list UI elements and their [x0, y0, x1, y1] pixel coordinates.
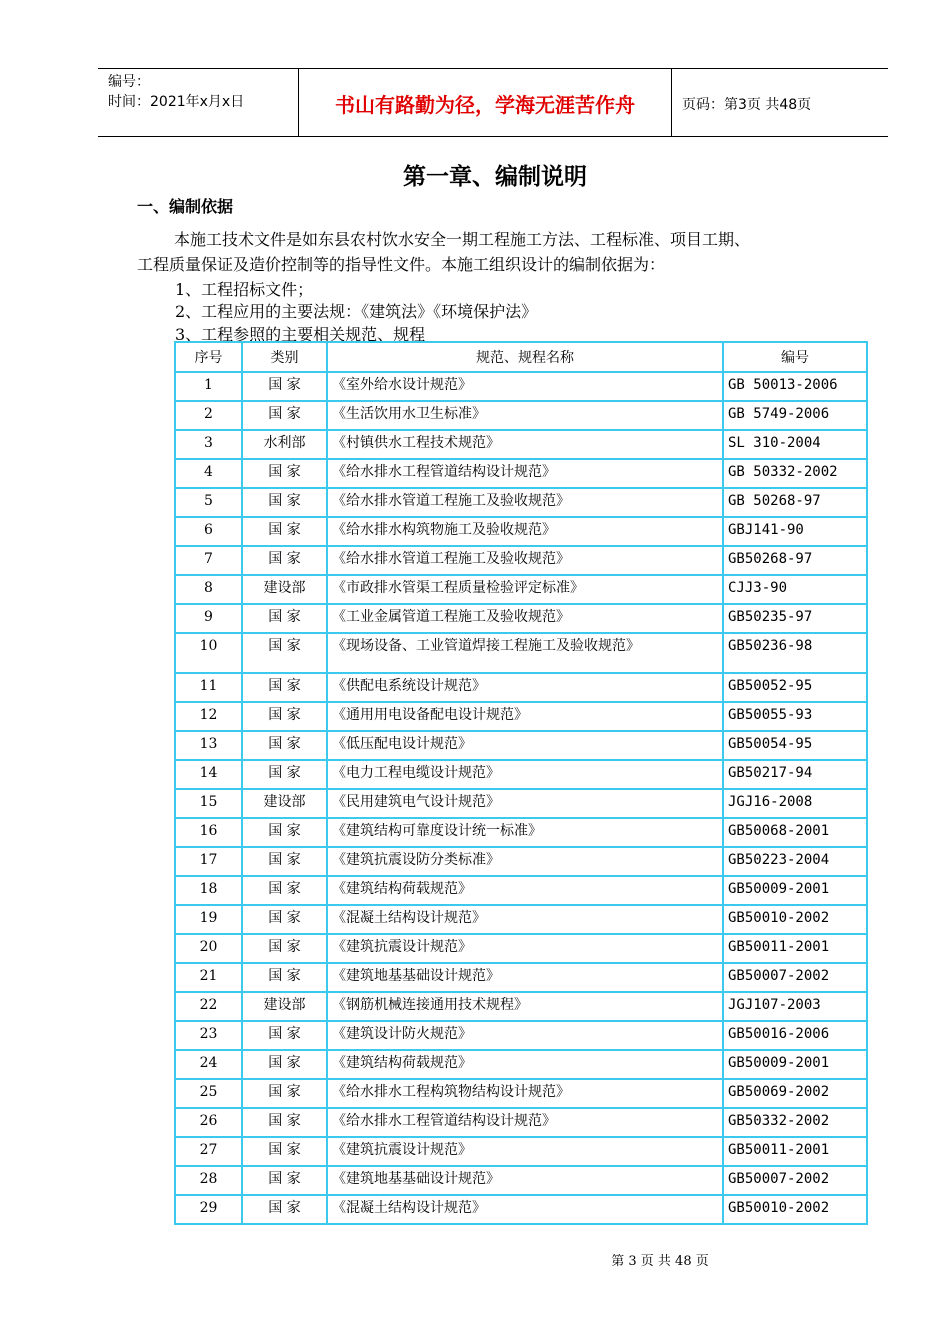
cell-number: 24	[175, 1050, 242, 1079]
cell-number: 23	[175, 1021, 242, 1050]
table-row	[175, 1195, 867, 1224]
basis-item-2: 2、工程应用的主要法规：《建筑法》《环境保护法》	[175, 302, 538, 321]
section-title: 一、编制依据	[137, 197, 234, 216]
cell-standard-code: GB50009-2001	[723, 876, 867, 905]
cell-category: 国 家	[242, 818, 327, 847]
cell-category: 国 家	[242, 401, 327, 430]
header-page-info: 页码：第3页 共48页	[682, 97, 812, 113]
cell-category: 国 家	[242, 905, 327, 934]
chapter-title: 第一章、编制说明	[403, 164, 587, 190]
cell-category: 国 家	[242, 459, 327, 488]
table-row	[175, 459, 867, 488]
page-footer: 第 3 页 共 48 页	[611, 1254, 709, 1269]
cell-category: 国 家	[242, 546, 327, 575]
cell-category: 国 家	[242, 760, 327, 789]
intro-paragraph-line-1: 本施工技术文件是如东县农村饮水安全一期工程施工方法、工程标准、项目工期、	[174, 230, 751, 249]
cell-category: 国 家	[242, 1079, 327, 1108]
column-header-code: 编号	[723, 342, 867, 372]
cell-standard-name: 《建筑抗震设计规范》	[327, 934, 723, 963]
cell-category: 国 家	[242, 1108, 327, 1137]
cell-standard-name: 《市政排水管渠工程质量检验评定标准》	[327, 575, 723, 604]
cell-standard-code: GB50007-2002	[723, 963, 867, 992]
cell-standard-name: 《民用建筑电气设计规范》	[327, 789, 723, 818]
cell-number: 9	[175, 604, 242, 633]
cell-number: 22	[175, 992, 242, 1021]
cell-number: 21	[175, 963, 242, 992]
table-row	[175, 1166, 867, 1195]
cell-category: 国 家	[242, 847, 327, 876]
header-page-cell	[672, 69, 888, 136]
cell-category: 建设部	[242, 992, 327, 1021]
cell-standard-name: 《供配电系统设计规范》	[327, 673, 723, 702]
table-row	[175, 934, 867, 963]
cell-standard-name: 《室外给水设计规范》	[327, 372, 723, 401]
cell-category: 国 家	[242, 673, 327, 702]
cell-number: 19	[175, 905, 242, 934]
cell-number: 27	[175, 1137, 242, 1166]
cell-number: 10	[175, 633, 242, 673]
cell-number: 26	[175, 1108, 242, 1137]
cell-standard-code: GB50235-97	[723, 604, 867, 633]
basis-item-1: 1、工程招标文件；	[175, 280, 314, 299]
cell-category: 国 家	[242, 1021, 327, 1050]
standards-table	[174, 341, 868, 1225]
cell-standard-code: GB50016-2006	[723, 1021, 867, 1050]
table-row	[175, 633, 867, 673]
document-number-label: 编号：	[108, 74, 150, 90]
cell-standard-name: 《给水排水工程构筑物结构设计规范》	[327, 1079, 723, 1108]
cell-standard-code: GB50010-2002	[723, 1195, 867, 1224]
cell-standard-name: 《建筑抗震设防分类标准》	[327, 847, 723, 876]
intro-paragraph-line-2: 工程质量保证及造价控制等的指导性文件。本施工组织设计的编制依据为：	[137, 255, 666, 274]
cell-standard-name: 《钢筋机械连接通用技术规程》	[327, 992, 723, 1021]
cell-standard-code: GB50236-98	[723, 633, 867, 673]
table-body	[175, 372, 867, 1224]
cell-standard-name: 《低压配电设计规范》	[327, 731, 723, 760]
cell-standard-name: 《建筑抗震设计规范》	[327, 1137, 723, 1166]
table-row	[175, 876, 867, 905]
document-time-label: 时间：2021年x月x日	[108, 94, 245, 110]
table-header-row	[175, 342, 867, 372]
cell-category: 国 家	[242, 1166, 327, 1195]
cell-standard-name: 《混凝土结构设计规范》	[327, 1195, 723, 1224]
table-row	[175, 963, 867, 992]
cell-number: 4	[175, 459, 242, 488]
cell-standard-name: 《电力工程电缆设计规范》	[327, 760, 723, 789]
cell-standard-name: 《给水排水工程管道结构设计规范》	[327, 1108, 723, 1137]
table-row	[175, 702, 867, 731]
cell-number: 11	[175, 673, 242, 702]
table-row	[175, 1108, 867, 1137]
table-row	[175, 575, 867, 604]
cell-standard-name: 《建筑结构荷载规范》	[327, 876, 723, 905]
cell-standard-name: 《给水排水管道工程施工及验收规范》	[327, 488, 723, 517]
cell-standard-code: CJJ3-90	[723, 575, 867, 604]
table-row	[175, 546, 867, 575]
cell-number: 12	[175, 702, 242, 731]
cell-standard-code: GB50011-2001	[723, 1137, 867, 1166]
cell-standard-code: GB 50013-2006	[723, 372, 867, 401]
table-row	[175, 818, 867, 847]
table-row	[175, 430, 867, 459]
cell-standard-name: 《建筑地基基础设计规范》	[327, 1166, 723, 1195]
cell-standard-code: GB50217-94	[723, 760, 867, 789]
cell-standard-code: SL 310-2004	[723, 430, 867, 459]
cell-standard-code: GB50011-2001	[723, 934, 867, 963]
cell-category: 国 家	[242, 731, 327, 760]
cell-category: 国 家	[242, 517, 327, 546]
cell-standard-code: GB50223-2004	[723, 847, 867, 876]
table-row	[175, 517, 867, 546]
cell-category: 国 家	[242, 876, 327, 905]
cell-number: 17	[175, 847, 242, 876]
cell-number: 1	[175, 372, 242, 401]
basis-item-3: 3、工程参照的主要相关规范、规程	[175, 325, 426, 344]
cell-standard-code: GB50268-97	[723, 546, 867, 575]
cell-number: 20	[175, 934, 242, 963]
table-row	[175, 847, 867, 876]
cell-number: 25	[175, 1079, 242, 1108]
cell-number: 8	[175, 575, 242, 604]
table-row	[175, 731, 867, 760]
table-row	[175, 760, 867, 789]
cell-standard-name: 《建筑设计防火规范》	[327, 1021, 723, 1050]
cell-number: 15	[175, 789, 242, 818]
table-row	[175, 372, 867, 401]
cell-number: 29	[175, 1195, 242, 1224]
cell-number: 5	[175, 488, 242, 517]
header-motto: 书山有路勤为径，学海无涯苦作舟	[335, 93, 635, 117]
table-row	[175, 992, 867, 1021]
cell-category: 国 家	[242, 934, 327, 963]
cell-number: 28	[175, 1166, 242, 1195]
cell-standard-name: 《现场设备、工业管道焊接工程施工及验收规范》	[327, 633, 723, 673]
table-row	[175, 1050, 867, 1079]
table-row	[175, 1079, 867, 1108]
cell-standard-code: JGJ107-2003	[723, 992, 867, 1021]
cell-number: 13	[175, 731, 242, 760]
cell-category: 国 家	[242, 702, 327, 731]
cell-standard-code: GB50007-2002	[723, 1166, 867, 1195]
table-row	[175, 789, 867, 818]
cell-standard-code: GB50052-95	[723, 673, 867, 702]
cell-number: 2	[175, 401, 242, 430]
cell-category: 国 家	[242, 1137, 327, 1166]
cell-standard-name: 《混凝土结构设计规范》	[327, 905, 723, 934]
cell-standard-code: GB 50268-97	[723, 488, 867, 517]
cell-standard-code: GB50068-2001	[723, 818, 867, 847]
cell-number: 14	[175, 760, 242, 789]
table-row	[175, 1021, 867, 1050]
cell-standard-code: GB50009-2001	[723, 1050, 867, 1079]
cell-category: 国 家	[242, 1050, 327, 1079]
cell-standard-code: GB50054-95	[723, 731, 867, 760]
cell-number: 18	[175, 876, 242, 905]
cell-number: 16	[175, 818, 242, 847]
cell-standard-name: 《给水排水管道工程施工及验收规范》	[327, 546, 723, 575]
cell-standard-name: 《建筑地基基础设计规范》	[327, 963, 723, 992]
cell-standard-name: 《建筑结构可靠度设计统一标准》	[327, 818, 723, 847]
cell-standard-name: 《建筑结构荷载规范》	[327, 1050, 723, 1079]
column-header-number: 序号	[175, 342, 242, 372]
cell-standard-code: GB50055-93	[723, 702, 867, 731]
cell-standard-code: GB50332-2002	[723, 1108, 867, 1137]
cell-standard-name: 《村镇供水工程技术规范》	[327, 430, 723, 459]
cell-standard-name: 《给水排水构筑物施工及验收规范》	[327, 517, 723, 546]
cell-number: 6	[175, 517, 242, 546]
column-header-category: 类别	[242, 342, 327, 372]
cell-standard-name: 《生活饮用水卫生标准》	[327, 401, 723, 430]
cell-standard-code: GBJ141-90	[723, 517, 867, 546]
cell-category: 建设部	[242, 789, 327, 818]
cell-standard-name: 《通用用电设备配电设计规范》	[327, 702, 723, 731]
cell-standard-code: JGJ16-2008	[723, 789, 867, 818]
cell-category: 国 家	[242, 604, 327, 633]
table-row	[175, 488, 867, 517]
header-meta-cell	[98, 69, 299, 136]
table-row	[175, 401, 867, 430]
cell-category: 国 家	[242, 633, 327, 673]
table-row	[175, 905, 867, 934]
header-motto-cell	[299, 69, 672, 136]
table-row	[175, 1137, 867, 1166]
cell-standard-code: GB50069-2002	[723, 1079, 867, 1108]
cell-category: 国 家	[242, 488, 327, 517]
cell-number: 7	[175, 546, 242, 575]
cell-category: 国 家	[242, 1195, 327, 1224]
cell-standard-code: GB 5749-2006	[723, 401, 867, 430]
cell-standard-code: GB 50332-2002	[723, 459, 867, 488]
cell-standard-name: 《工业金属管道工程施工及验收规范》	[327, 604, 723, 633]
cell-standard-code: GB50010-2002	[723, 905, 867, 934]
cell-number: 3	[175, 430, 242, 459]
table-row	[175, 673, 867, 702]
cell-category: 国 家	[242, 963, 327, 992]
table-row	[175, 604, 867, 633]
cell-category: 国 家	[242, 372, 327, 401]
page-header	[98, 68, 888, 137]
cell-category: 水利部	[242, 430, 327, 459]
cell-category: 建设部	[242, 575, 327, 604]
column-header-name: 规范、规程名称	[327, 342, 723, 372]
cell-standard-name: 《给水排水工程管道结构设计规范》	[327, 459, 723, 488]
